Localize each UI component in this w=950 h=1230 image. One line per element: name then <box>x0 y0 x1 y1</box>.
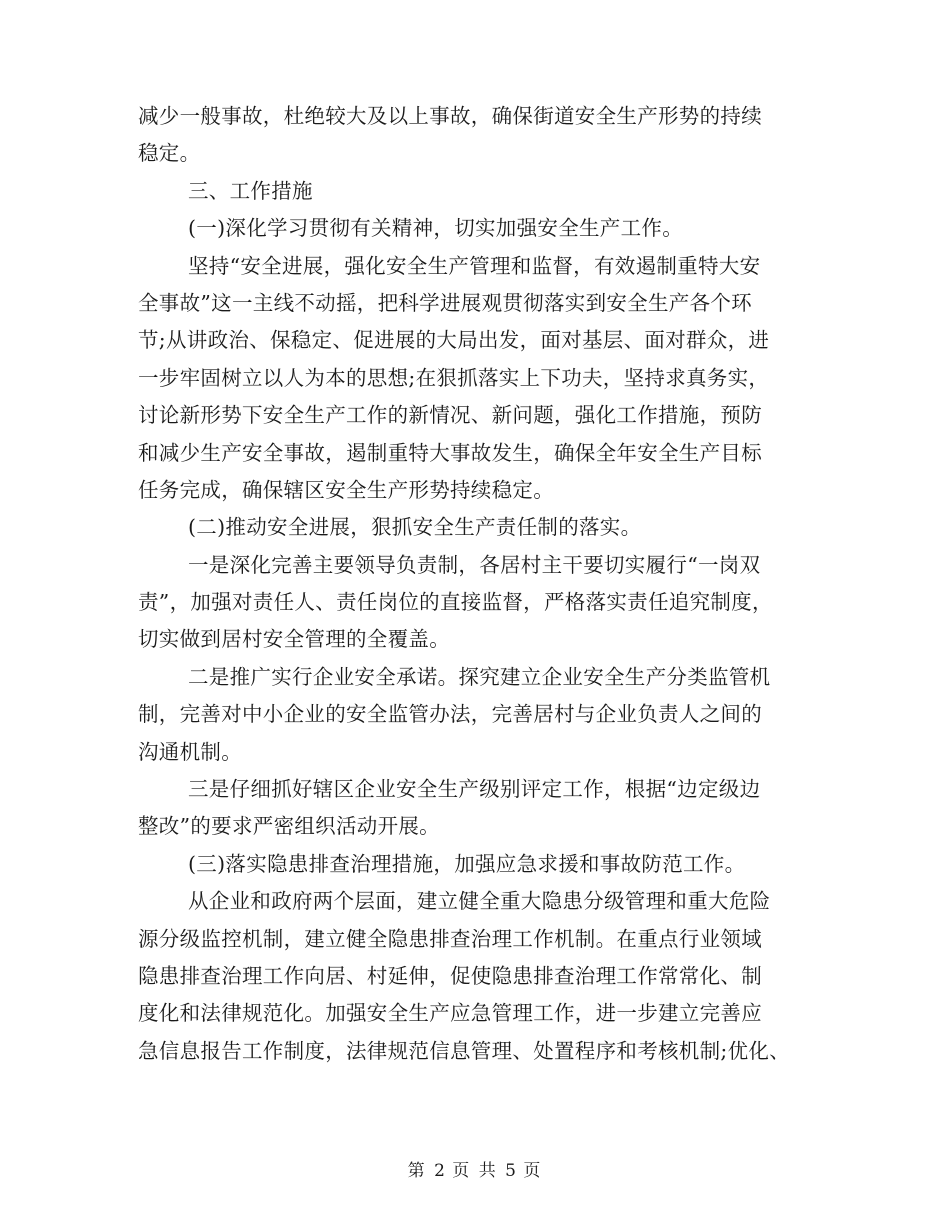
text-line: (三)落实隐患排查治理措施，加强应急求援和事故防范工作。 <box>188 851 746 876</box>
text-line: (二)推动安全进展，狠抓安全生产责任制的落实。 <box>188 515 642 540</box>
text-line: 沟通机制。 <box>138 739 242 764</box>
text-line: 从企业和政府两个层面，建立健全重大隐患分级管理和重大危险 <box>188 889 771 914</box>
text-line: 减少一般事故，杜绝较大及以上事故，确保街道安全生产形势的持续 <box>138 104 762 128</box>
footer-suffix: 页 <box>523 1161 543 1181</box>
text-line: 任务完成，确保辖区安全生产形势持续稳定。 <box>138 477 554 502</box>
document-body <box>138 98 818 1070</box>
text-line: 制，完善对中小企业的安全监管办法，完善居村与企业负责人之间的 <box>138 702 762 727</box>
footer-middle: 页 共 <box>452 1161 498 1181</box>
text-line: 二是推广实行企业安全承诺。探究建立企业安全生产分类监管机 <box>188 664 771 689</box>
text-line: 隐患排查治理工作向居、村延伸，促使隐患排查治理工作常常化、制 <box>138 963 762 988</box>
text-line: 和减少生产安全事故，遏制重特大事故发生，确保全年安全生产目标 <box>138 440 762 465</box>
total-pages-number: 5 <box>505 1161 516 1181</box>
text-line: 急信息报告工作制度，法律规范信息管理、处置程序和考核机制;优化、 <box>138 1038 791 1063</box>
text-line: 度化和法律规范化。加强安全生产应急管理工作，进一步建立完善应 <box>138 1001 762 1026</box>
text-line: 节;从讲政治、保稳定、促进展的大局出发，面对基层、面对群众，进 <box>138 328 770 353</box>
page-footer <box>0 1156 950 1181</box>
text-line: (一)深化学习贯彻有关精神，切实加强安全生产工作。 <box>188 216 683 241</box>
text-line: 整改”的要求严密组织活动开展。 <box>138 814 440 839</box>
text-line: 全事故”这一主线不动摇，把科学进展观贯彻落实到安全生产各个环 <box>138 290 752 315</box>
text-line: 一步牢固树立以人为本的思想;在狠抓落实上下功夫，坚持求真务实， <box>138 365 770 390</box>
text-line: 坚持“安全进展，强化安全生产管理和监督，有效遏制重特大安 <box>188 253 761 278</box>
text-line: 源分级监控机制，建立健全隐患排查治理工作机制。在重点行业领域 <box>138 926 762 951</box>
text-line: 责”，加强对责任人、责任岗位的直接监督，严格落实责任追究制度， <box>138 590 773 615</box>
text-line: 稳定。 <box>138 141 201 166</box>
footer-prefix: 第 <box>407 1161 427 1181</box>
text-line: 切实做到居村安全管理的全覆盖。 <box>138 627 450 652</box>
current-page-number: 2 <box>434 1161 445 1181</box>
text-line: 一是深化完善主要领导负责制，各居村主干要切实履行“一岗双 <box>188 552 761 577</box>
text-line: 三、工作措施 <box>188 178 313 203</box>
text-line: 讨论新形势下安全生产工作的新情况、新问题，强化工作措施，预防 <box>138 403 762 428</box>
text-line: 三是仔细抓好辖区企业安全生产级别评定工作，根据“边定级边 <box>188 777 761 802</box>
